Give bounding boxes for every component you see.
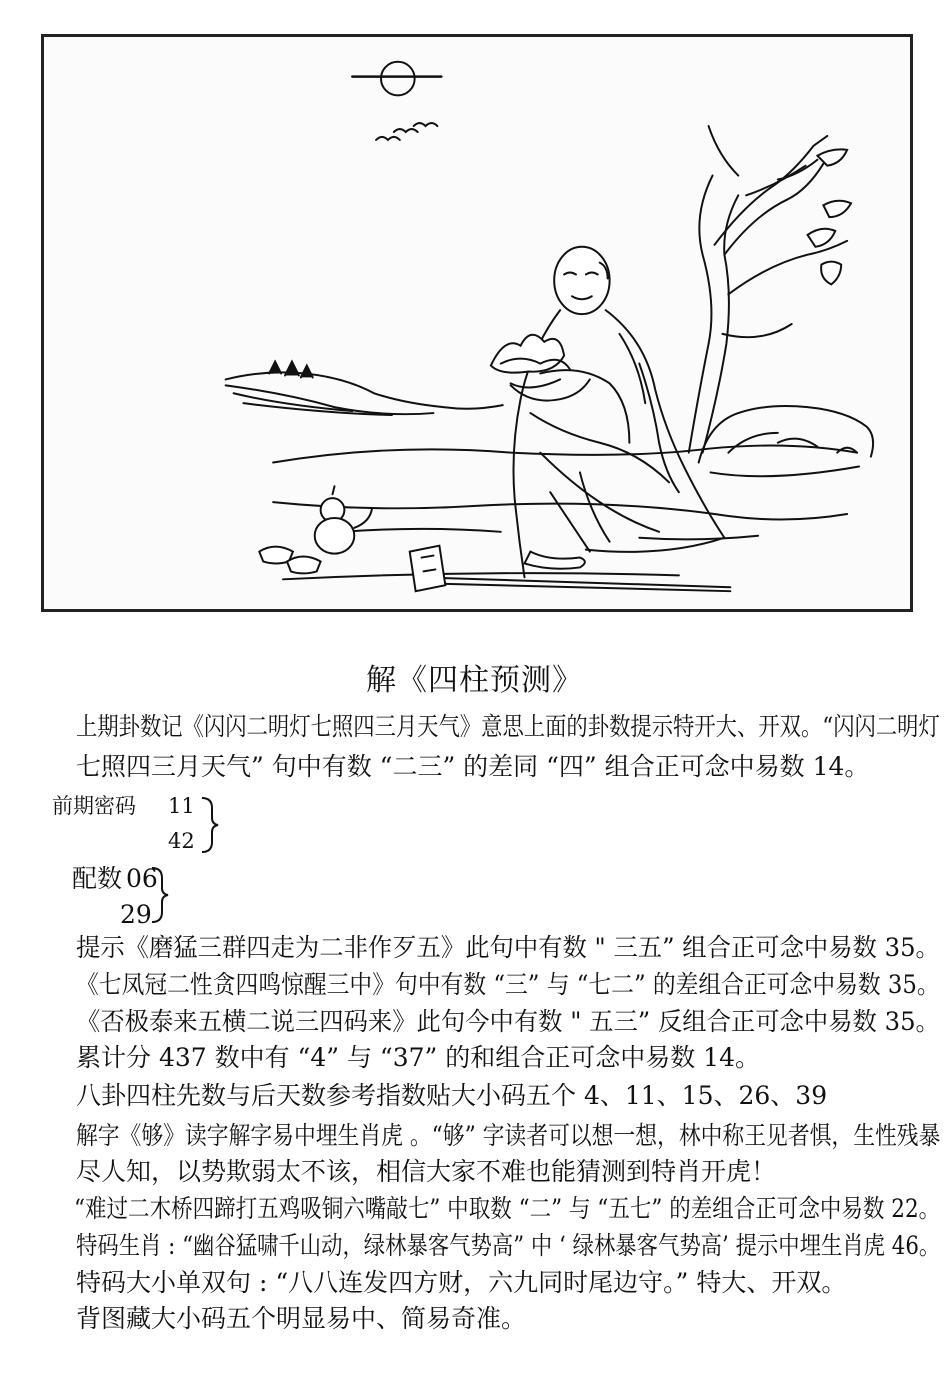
birds-icon [376, 123, 437, 140]
gold-ingot-icon [259, 547, 320, 574]
intro-line-1: 上期卦数记《闪闪二明灯七照四三月天气》意思上面的卦数提示特开大、开双。“闪闪二明灯 [76, 712, 940, 741]
lotus-flower-icon [491, 335, 570, 388]
right-rocks [699, 406, 873, 476]
previous-code-label: 前期密码 [52, 794, 136, 818]
pair-numbers-value-1: 06 [126, 864, 158, 893]
intro-line-2: 七照四三月天气” 句中有数 “二三” 的差同 “四” 组合正可念中易数 14。 [76, 752, 870, 781]
previous-code-value-1: 11 [168, 794, 195, 818]
text-line-3: 《否极泰来五横二说三四码来》此句今中有数 " 五三” 反组合正可念中易数 35。 [76, 1007, 940, 1036]
text-line-1: 提示《磨猛三群四走为二非作歹五》此句中有数 " 三五” 组合正可念中易数 35。 [76, 933, 940, 962]
pair-numbers-brace [148, 866, 170, 926]
sun-icon [352, 62, 441, 96]
section-heading: 解《四柱预测》 [366, 663, 583, 698]
text-line-11: 背图藏大小码五个明显易中、简易奇准。 [76, 1304, 527, 1333]
monk-figure [491, 247, 725, 578]
text-line-6: 解字《够》读字解字易中埋生肖虎 。“够” 字读者可以想一想，林中称王见者惧，生性残暴 [76, 1121, 941, 1150]
pair-numbers-value-2: 29 [120, 900, 152, 929]
left-shore [226, 362, 503, 415]
text-line-8: “难过二木桥四蹄打五鸡吸铜六嘴敲七” 中取数 “二” 与 “五七” 的差组合正可念中易数 22。 [74, 1194, 941, 1223]
text-line-4: 累计分 437 数中有 “4” 与 “37” 的和组合正可念中易数 14。 [76, 1043, 760, 1072]
text-line-7: 尽人知，以势欺弱太不该，相信大家不难也能猜测到特肖开虎！ [76, 1157, 777, 1186]
previous-code-value-2: 42 [168, 829, 195, 853]
text-line-9: 特码生肖 : “幽谷猛啸千山动，绿林暴客气势高” 中 ‘ 绿林暴客气势高’ 提示中埋生肖虎 46。 [76, 1231, 941, 1260]
tree [689, 126, 851, 453]
text-line-5: 八卦四柱先数与后天数参考指数贴大小码五个 4、11、15、26、39 [76, 1081, 828, 1110]
pair-numbers-label: 配数 [72, 864, 123, 893]
text-line-10: 特码大小单双句 : “八八连发四方财，六九同时尾边守。” 特大、开双。 [76, 1268, 847, 1297]
monk-holding-lotus-illustration [44, 37, 910, 609]
text-line-2: 《七凤冠二性贪四鸣惊醒三中》句中有数 “三” 与 “七二” 的差组合正可念中易数 35。 [76, 970, 940, 999]
illustration-frame [41, 34, 913, 612]
previous-code-brace [198, 796, 220, 854]
gourd-icon [315, 486, 372, 553]
